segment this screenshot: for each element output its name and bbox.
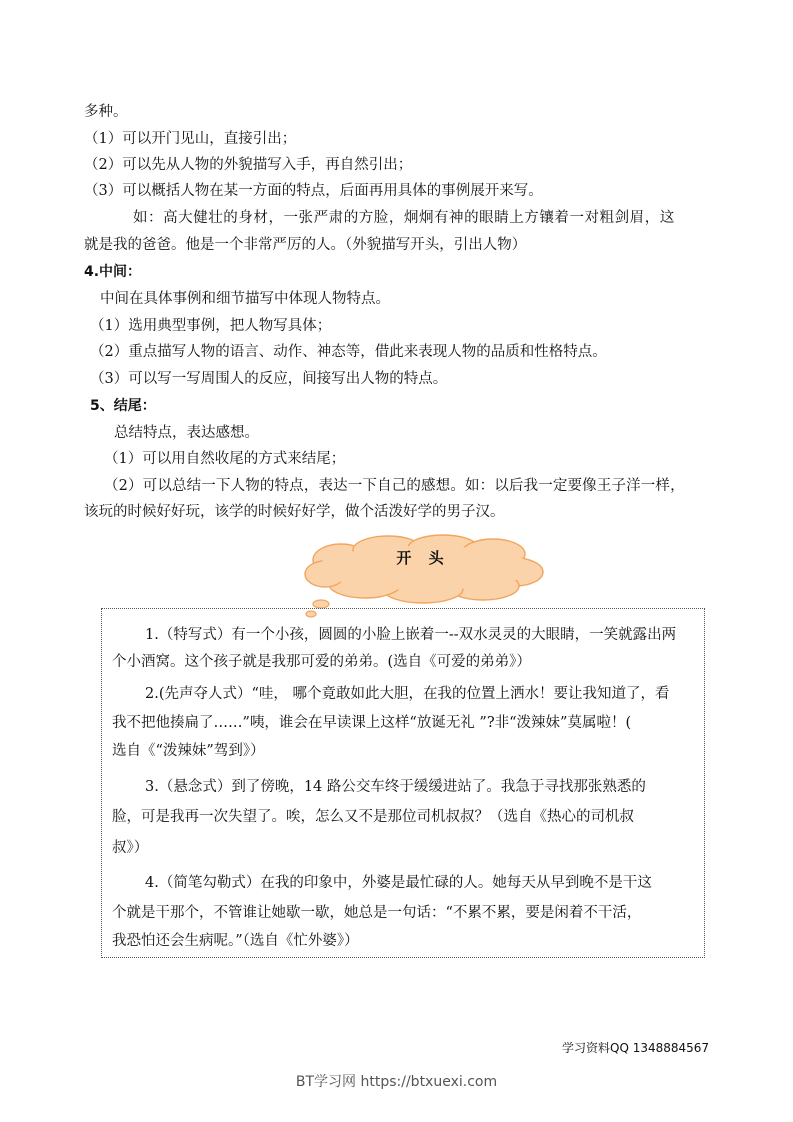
middle-line: （1）选用典型事例，把人物写具体； <box>90 318 332 334</box>
example-line: 叔》） <box>112 840 149 856</box>
middle-line: 中间在具体事例和细节描写中体现人物特点。 <box>100 291 390 307</box>
intro-line: （3）可以概括人物在某一方面的特点，后面再用具体的事例展开来写。 <box>84 183 543 199</box>
ending-line: （2）可以总结一下人物的特点，表达一下自己的感想。如：以后我一定要像王子洋一样， <box>104 478 685 494</box>
example-line: 个小酒窝。这个孩子就是我那可爱的弟弟。(选自《可爱的弟弟》） <box>112 654 531 670</box>
ending-line: 总结特点，表达感想。 <box>114 425 259 441</box>
middle-line: （3）可以写一写周围人的反应，间接写出人物的特点。 <box>90 371 448 387</box>
watermark: BT学习网 https://btxuexi.com <box>295 1074 498 1090</box>
intro-line: （1）可以开门见山，直接引出； <box>84 131 297 147</box>
example-line: 1.（特写式）有一个小孩，圆圆的小脸上嵌着一--双水灵灵的大眼睛，一笑就露出两 <box>145 627 677 643</box>
example-line: 我恐怕还会生病呢。”（选自《忙外婆》） <box>112 933 359 949</box>
intro-line: 就是我的爸爸。他是一个非常严厉的人。（外貌描写开头，引出人物） <box>84 237 527 253</box>
ending-line: （1）可以用自然收尾的方式来结尾； <box>104 451 346 467</box>
example-line: 脸，可是我再一次失望了。唉，怎么又不是那位司机叔叔？（选自《热心的司机叔 <box>112 809 634 825</box>
cloud-title: 开 头 <box>396 549 450 567</box>
example-line: 3.（悬念式）到了傍晚，14 路公交车终于缓缓进站了。我急于寻找那张熟悉的 <box>145 779 646 795</box>
example-line: 选自《“泼辣妹”驾到》） <box>112 743 265 759</box>
intro-line: 多种。 <box>84 104 128 120</box>
example-line: 4.（简笔勾勒式）在我的印象中，外婆是最忙碌的人。她每天从早到晚不是干这 <box>145 875 652 891</box>
example-line: 个就是干那个，不管谁让她歇一歇，她总是一句话：“不累不累，要是闲着不干活， <box>112 905 642 921</box>
example-line: 2.(先声夺人式）“哇， 哪个竟敢如此大胆，在我的位置上洒水！要让我知道了，看 <box>145 686 670 702</box>
middle-line: （2）重点描写人物的语言、动作、神态等，借此来表现人物的品质和性格特点。 <box>90 344 607 360</box>
footer-qq: 学习资料QQ 1348884567 <box>562 1041 710 1055</box>
intro-line: 如：高大健壮的身材，一张严肃的方脸，炯炯有神的眼睛上方镶着一对粗剑眉，这 <box>133 210 675 226</box>
section-heading-middle: 4.中间： <box>84 264 142 280</box>
example-line: 我不把他揍扁了……”咦，谁会在早读课上这样“放诞无礼 ”?非“泼辣妹”莫属啦！( <box>112 715 632 731</box>
cloud-bubble-1 <box>313 600 329 608</box>
ending-line: 该玩的时候好好玩，该学的时候好好学，做个活泼好学的男子汉。 <box>84 504 505 520</box>
section-heading-ending: 5、结尾： <box>90 398 156 414</box>
example-box <box>101 608 705 958</box>
intro-line: （2）可以先从人物的外貌描写入手，再自然引出； <box>84 157 413 173</box>
